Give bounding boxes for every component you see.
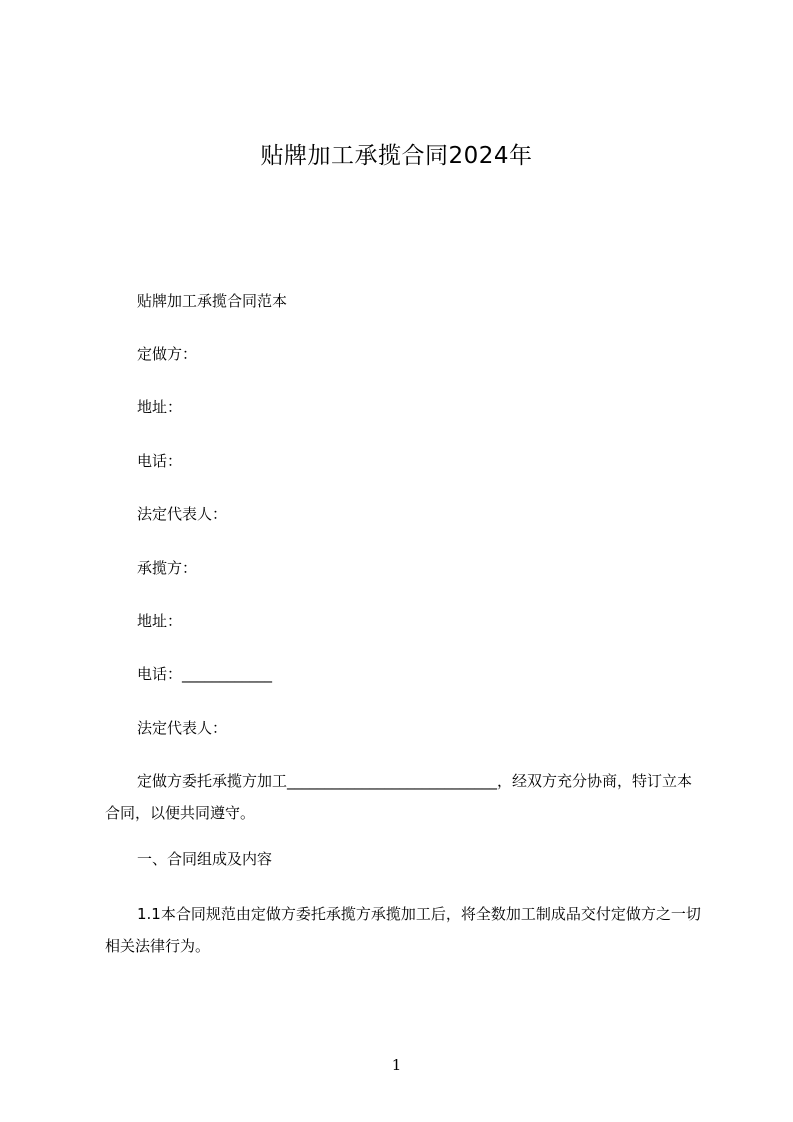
clause-paragraph (105, 898, 705, 962)
ordering-party-label: 定做方： (137, 345, 198, 363)
ordering-party-address-label: 地址： (137, 398, 183, 416)
document-title: 贴牌加工承揽合同2024年 (260, 143, 533, 169)
page-number: 1 (391, 1056, 402, 1074)
intro-paragraph (105, 765, 705, 829)
intro-paragraph-text: 定做方委托承揽方加工____________________________，经双方充分协商，特订立本合同，以便共同遵守。 (105, 772, 693, 822)
contractor-representative-label: 法定代表人： (137, 719, 228, 737)
section-heading: 一、合同组成及内容 (137, 850, 273, 868)
clause-paragraph-text: 1.1本合同规范由定做方委托承揽方承揽加工后，将全数加工制成品交付定做方之一切相关法律行为。 (105, 905, 701, 955)
contractor-label: 承揽方： (137, 559, 198, 577)
contractor-address-label: 地址： (137, 612, 183, 630)
ordering-party-representative-label: 法定代表人： (137, 505, 228, 523)
subtitle-line: 贴牌加工承揽合同范本 (137, 292, 288, 310)
ordering-party-phone-label: 电话： (137, 452, 183, 470)
contractor-phone-label: 电话：____________ (137, 665, 273, 683)
